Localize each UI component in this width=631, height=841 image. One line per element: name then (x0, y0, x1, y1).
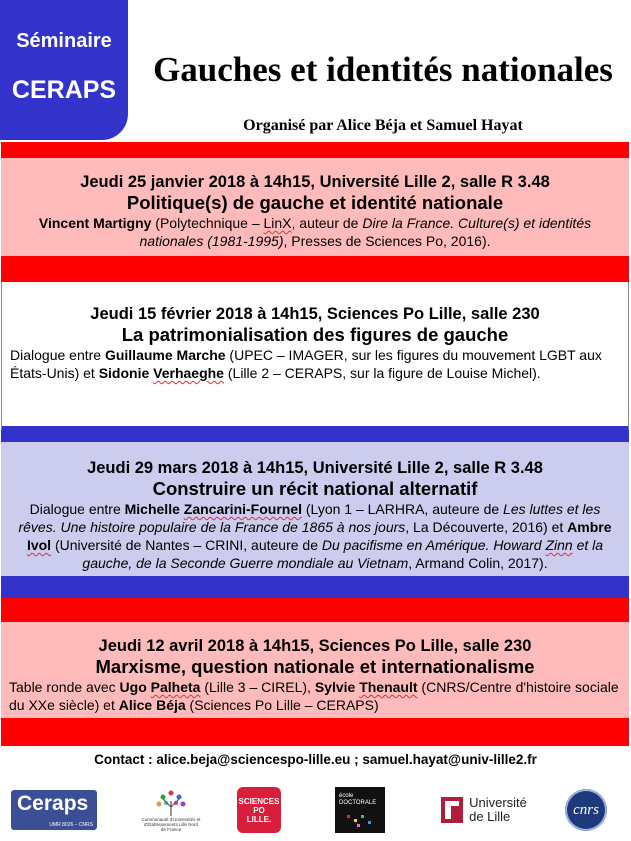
cnrs-logo-text: cnrs (573, 801, 599, 818)
session-3-description (1, 500, 629, 572)
description-run: Alice Béja (118, 697, 186, 713)
page-title: Gauches et identités nationales (153, 50, 613, 89)
description-run: (Université de Nantes – CRINI, auteure de (51, 537, 322, 553)
sciencespo-logo-line1: SCIENCES (238, 796, 280, 806)
session-3-title: Construire un récit national alternatif (152, 478, 478, 499)
session-4-title: Marxisme, question nationale et internationalisme (95, 656, 535, 677)
badge-ceraps-label: CERAPS (11, 76, 117, 104)
description-run: Zancarini-Fournel (183, 501, 302, 517)
description-run: (Lille 2 – CERAPS, sur la figure de Louise Michel). (223, 365, 541, 381)
description-run: (Lille 3 – CIREL), (200, 679, 315, 695)
session-1-bottom-bar (1, 256, 629, 282)
description-run: Dialogue entre (29, 501, 125, 517)
session-4-description (1, 678, 629, 714)
session-3-date: Jeudi 29 mars 2018 à 14h15, Université Lille 2, salle R 3.48 (87, 459, 543, 477)
comue-logo-text: Communauté d'Universités et d'Établissements Lille Nord de France (141, 816, 201, 832)
description-run: Michelle (124, 501, 184, 517)
organizers-line: Organisé par Alice Béja et Samuel Hayat (243, 117, 523, 134)
comue-tree-icon (153, 789, 189, 817)
universite-lille-emblem-icon (439, 795, 465, 825)
session-3 (1, 430, 629, 598)
session-1 (1, 142, 629, 282)
description-run: (Lyon 1 – LARHRA, auteure de (302, 501, 504, 517)
description-run: Ugo (119, 679, 151, 695)
session-3-top-bar (1, 430, 629, 442)
session-2 (1, 282, 629, 430)
description-run: Guillaume Marche (104, 347, 226, 363)
cnrs-logo (562, 785, 610, 835)
description-run: Du pacifisme en Amérique. Howard (321, 537, 546, 553)
description-run: Ambre (567, 519, 612, 535)
description-run: , Presses de Sciences Po, 2016). (283, 233, 491, 249)
description-run: (UPEC – IMAGER, sur les figures du mouvement LGBT aux États-Unis) et (10, 347, 602, 381)
description-run: Thenault (359, 679, 418, 695)
session-1-date: Jeudi 25 janvier 2018 à 14h15, Université Lille 2, salle R 3.48 (80, 173, 550, 191)
ecole-doctorale-logo (334, 785, 386, 835)
ceraps-logo-text: Ceraps (17, 792, 89, 815)
description-run: Dire la France. Culture(s) et identités nationales (1981-1995) (139, 215, 592, 249)
session-1-description (1, 214, 629, 250)
ecole-doctorale-dots-icon (345, 813, 375, 829)
ceraps-logo-subtext: UMR 8026 – CNRS (49, 822, 93, 828)
session-2-date: Jeudi 15 février 2018 à 14h15, Sciences Po Lille, salle 230 (90, 305, 540, 323)
description-run: Table ronde avec (9, 679, 120, 695)
universite-lille-line2: de Lille (469, 809, 511, 824)
seminar-badge (0, 0, 128, 140)
ecole-doctorale-logo-text: école DOCTORALE (339, 793, 377, 806)
sciencespo-logo-line2: PO (253, 805, 265, 815)
sciencespo-lille-logo (236, 785, 282, 835)
description-run: Dialogue entre (10, 347, 105, 363)
description-run: , La Découverte, 2016) et (405, 519, 568, 535)
session-3-content (1, 458, 629, 572)
description-run: Vincent Martigny (38, 215, 152, 231)
session-4-bottom-bar (1, 718, 629, 746)
description-run: Verhaeghe (153, 365, 224, 381)
description-run: Zinn (545, 537, 573, 553)
session-2-description (2, 346, 628, 382)
description-run: Les luttes et les rêves. Une histoire populaire de la France de 1865 à nos jours (18, 501, 601, 535)
session-4-content (1, 636, 629, 714)
description-run: et la gauche, de la Seconde Guerre mondiale au Vietnam (82, 537, 604, 571)
comue-logo (138, 785, 204, 835)
description-run: (Polytechnique – (151, 215, 264, 231)
description-run: Palheta (150, 679, 201, 695)
description-run: (Sciences Po Lille – CERAPS) (185, 697, 379, 713)
badge-seminaire-label: Séminaire (16, 30, 112, 52)
session-1-content (1, 172, 629, 250)
description-run: Ivol (26, 537, 52, 553)
session-2-content (2, 304, 628, 382)
description-run: Sidonie (98, 365, 154, 381)
session-1-title: Politique(s) de gauche et identité nationale (126, 192, 504, 213)
universite-de-lille-logo (428, 785, 538, 835)
session-2-title: La patrimonialisation des figures de gauche (121, 324, 509, 345)
contact-line: Contact : alice.beja@sciencespo-lille.eu ; samuel.hayat@univ-lille2.fr (94, 752, 537, 767)
session-4-top-bar (1, 598, 629, 622)
description-run: , Armand Colin, 2017). (408, 555, 548, 571)
sciencespo-logo-line3: LILLE. (246, 814, 272, 824)
description-run: LinX (263, 215, 292, 231)
ceraps-logo (10, 785, 98, 835)
description-run: Sylvie (314, 679, 360, 695)
session-1-top-bar (1, 142, 629, 158)
session-4-date: Jeudi 12 avril 2018 à 14h15, Sciences Po Lille, salle 230 (98, 637, 532, 655)
universite-lille-line1: Université (469, 795, 527, 810)
description-run: (CNRS/Centre d'histoire sociale du XXe siècle) et (9, 679, 619, 713)
description-run: , auteur de (291, 215, 363, 231)
session-3-bottom-bar (1, 576, 629, 598)
session-4 (1, 598, 629, 746)
